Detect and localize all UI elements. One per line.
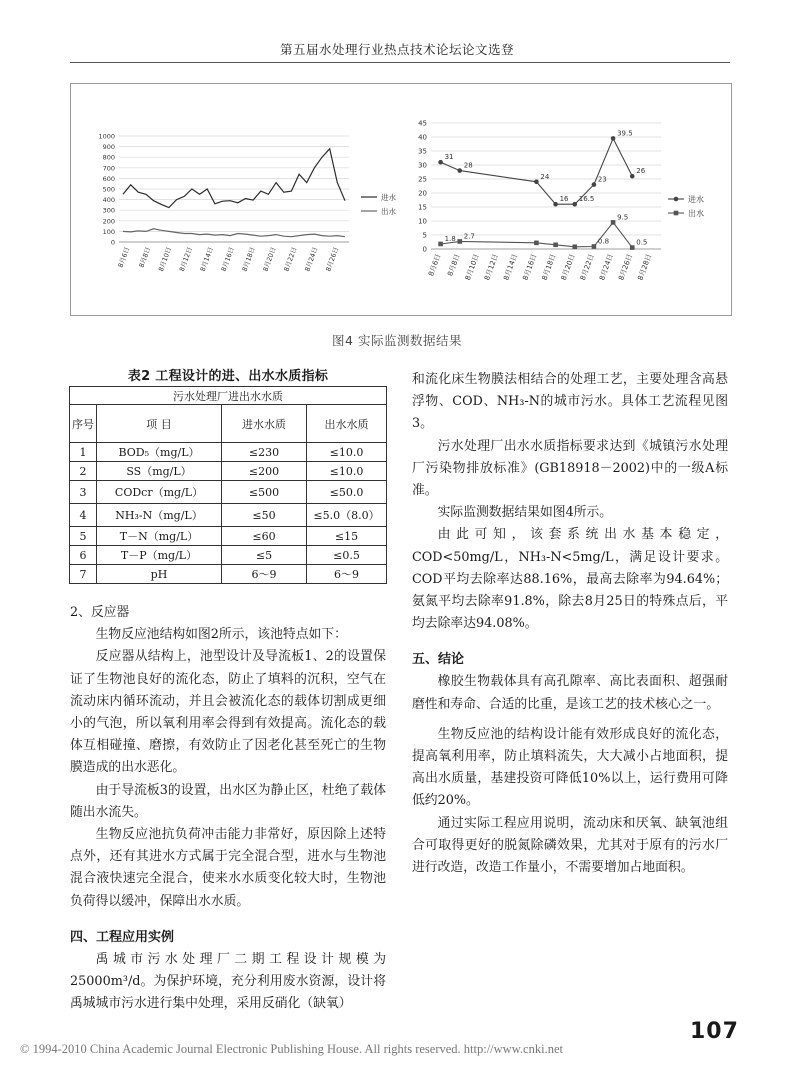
cell-no: 3 [70, 481, 97, 504]
cell-out: ≤5.0（8.0） [307, 504, 387, 527]
paragraph: 由此可知，该套系统出水基本稳定，COD<50mg/L，NH₃-N<5mg/L，满足设计要求。COD平均去除率达88.16%，最高去除率为94.64%；氨氮平均去除率91.8%，除去8月25日的特殊点后，平均去除率达94.08%。 [412, 527, 728, 632]
data-point [611, 220, 616, 225]
data-label: 23 [597, 175, 607, 184]
x-tick-label: 8月24日 [303, 245, 320, 273]
cell-out: 6～9 [307, 565, 387, 584]
data-point [534, 241, 539, 246]
x-tick-label: 8月8日 [137, 245, 153, 269]
table-group-header: 污水处理厂进出水水质 [70, 387, 387, 405]
x-tick-label: 8月22日 [578, 252, 596, 282]
table-row [70, 546, 387, 565]
data-label: 16.5 [578, 195, 595, 204]
data-label: 31 [444, 153, 454, 162]
section-heading-5: 五、结论 [412, 652, 465, 668]
paragraph: 禹城市污水处理厂二期工程设计规模为25000m³/d。为保护环境，充分利用废水资源，设计将禹城城市污水进行集中处理，采用反硝化（缺氧） [70, 951, 386, 1012]
y-tick-label: 20 [418, 189, 427, 198]
y-tick-label: 700 [102, 164, 115, 173]
y-tick-label: 25 [418, 175, 427, 184]
x-tick-label: 8月24日 [598, 252, 615, 282]
data-point [457, 239, 462, 244]
cell-in: ≤50 [222, 504, 307, 527]
paragraph: 橡胶生物载体具有高孔隙率、高比表面积、超强耐磨性和寿命、合适的比重，是该工艺的技术核心之一。 [412, 674, 728, 712]
x-tick-label: 8月28日 [636, 252, 654, 282]
data-label: 1.8 [444, 234, 456, 243]
y-tick-label: 500 [102, 185, 115, 194]
data-point [438, 160, 443, 165]
cell-in: ≤5 [222, 546, 307, 565]
data-point [553, 243, 558, 248]
x-tick-label: 8月10日 [463, 252, 481, 282]
paragraph: 和流化床生物膜法相结合的处理工艺，主要处理含高悬浮物、COD、NH₃-N的城市污水。具体工艺流程见图3。 [412, 372, 728, 432]
x-tick-label: 8月16日 [219, 245, 236, 273]
copyright-footer: © 1994-2010 China Academic Journal Electronic Publishing House. All rights reserved. http://www.cnki.net [20, 1042, 563, 1056]
x-tick-label: 8月26日 [617, 252, 635, 282]
y-tick-label: 0 [422, 245, 427, 254]
page-number: 107 [690, 1019, 739, 1044]
cell-item: T－N（mg/L） [97, 527, 222, 546]
water-quality-table [69, 386, 387, 584]
paragraph: 实际监测数据结果如图4所示。 [437, 505, 613, 521]
cell-item: NH₃-N（mg/L） [97, 504, 222, 527]
table-caption: 表2 工程设计的进、出水水质指标 [127, 369, 329, 384]
table-row [70, 527, 387, 546]
data-point [630, 174, 635, 179]
x-tick-label: 8月14日 [198, 245, 215, 273]
figure-4 [70, 83, 732, 316]
legend-label: 进水 [688, 195, 704, 204]
data-label: 0.8 [597, 237, 610, 246]
cell-out: ≤0.5 [307, 546, 387, 565]
x-tick-label: 8月22日 [282, 245, 299, 273]
cell-item: pH [97, 565, 222, 584]
x-tick-label: 8月6日 [116, 245, 132, 269]
section-heading-4: 四、工程应用实例 [70, 929, 175, 945]
table-row [70, 443, 387, 462]
data-point [438, 242, 443, 247]
left-column [70, 602, 386, 1015]
paragraph: 由于导流板3的设置，出水区为静止区，杜绝了载体随出水流失。 [70, 782, 386, 820]
x-tick-label: 8月18日 [240, 245, 257, 273]
data-label: 28 [463, 161, 473, 170]
data-label: 24 [540, 172, 550, 181]
data-label: 2.7 [463, 232, 475, 241]
cell-no: 4 [70, 504, 97, 527]
y-tick-label: 900 [102, 143, 115, 152]
y-tick-label: 800 [102, 153, 115, 162]
table-row [70, 504, 387, 527]
cell-no: 1 [70, 443, 97, 462]
x-tick-label: 8月14日 [502, 252, 520, 282]
y-tick-label: 0 [110, 238, 115, 247]
cell-out: ≤15 [307, 527, 387, 546]
series-line-1 [123, 229, 345, 237]
x-tick-label: 8月20日 [559, 252, 577, 282]
legend-label: 出水 [381, 207, 396, 216]
y-tick-label: 15 [418, 203, 427, 212]
table-header-item: 项 目 [97, 405, 222, 443]
paragraph: 反应器从结构上，池型设计及导流板1、2的设置保证了生物池良好的流化态，防止了填料的沉积，空气在流动床内循环流动，并且会被流化态的载体切割成更细小的气泡，所以氧利用率会得到有效提高。流化态的载体互相碰撞、磨擦，有效防止了因老化甚至死亡的生物膜造成的出水恶化。 [70, 649, 386, 776]
table-row [70, 565, 387, 584]
legend-marker [674, 211, 679, 216]
y-tick-label: 1000 [98, 132, 115, 141]
x-tick-label: 8月10日 [156, 245, 174, 273]
table-header-out: 出水水质 [307, 405, 387, 443]
data-point [592, 182, 597, 187]
x-tick-label: 8月26日 [324, 245, 341, 273]
paragraph: 污水处理厂出水水质指标要求达到《城镇污水处理厂污染物排放标准》(GB18918－2002)中的一级A标准。 [412, 438, 728, 499]
data-label: 9.5 [617, 213, 629, 222]
figure-caption: 图4 实际监测数据结果 [332, 333, 462, 348]
y-tick-label: 10 [418, 217, 427, 226]
x-tick-label: 8月8日 [446, 252, 462, 278]
data-point [457, 168, 462, 173]
data-label: 16 [559, 195, 569, 204]
cell-out: ≤10.0 [307, 462, 387, 481]
header-rule [70, 62, 730, 63]
cell-item: BOD₅（mg/L） [97, 443, 222, 462]
y-tick-label: 200 [102, 217, 115, 226]
series-line-0 [441, 138, 633, 204]
y-tick-label: 300 [102, 206, 115, 215]
cell-no: 5 [70, 527, 97, 546]
cell-out: ≤10.0 [307, 443, 387, 462]
cell-no: 2 [70, 462, 97, 481]
data-point [534, 180, 539, 185]
paragraph: 生物反应池的结构设计能有效形成良好的流化态，提高氧利用率，防止填料流失，大大减小占地面积，提高出水质量，基建投资可降低10%以上，运行费用可降低约20%。 [412, 726, 728, 809]
running-header: 第五届水处理行业热点技术论坛论文选登 [279, 42, 514, 57]
data-point [572, 202, 577, 207]
data-point [630, 245, 635, 250]
data-label: 26 [636, 167, 646, 176]
cell-no: 6 [70, 546, 97, 565]
y-tick-label: 400 [102, 196, 115, 205]
legend-label: 进水 [381, 193, 396, 202]
y-tick-label: 30 [418, 161, 427, 170]
y-tick-label: 40 [418, 133, 427, 142]
cell-item: SS（mg/L） [97, 462, 222, 481]
paragraph: 生物反应池结构如图2所示，该池特点如下： [95, 627, 347, 643]
cell-in: ≤230 [222, 443, 307, 462]
cell-out: ≤50.0 [307, 481, 387, 504]
cell-item: T－P（mg/L） [97, 546, 222, 565]
data-label: 39.5 [617, 129, 633, 138]
cell-in: ≤500 [222, 481, 307, 504]
cell-no: 7 [70, 565, 97, 584]
y-tick-label: 100 [102, 227, 115, 236]
data-point [611, 136, 616, 141]
y-tick-label: 600 [102, 174, 115, 183]
cell-item: CODcr（mg/L） [97, 481, 222, 504]
x-tick-label: 8月18日 [540, 252, 558, 282]
x-tick-label: 8月6日 [427, 252, 443, 278]
cell-in: ≤60 [222, 527, 307, 546]
x-tick-label: 8月20日 [261, 245, 278, 273]
legend-marker [674, 197, 679, 202]
table-header-no: 序号 [70, 405, 97, 443]
cell-in: 6～9 [222, 565, 307, 584]
data-label: 0.5 [636, 238, 648, 247]
legend-label: 出水 [688, 209, 704, 218]
y-tick-label: 35 [418, 147, 427, 156]
subheading-reactor: 2、反应器 [70, 605, 130, 620]
paragraph: 通过实际工程应用说明，流动床和厌氧、缺氧池组合可取得更好的脱氮除磷效果，尤其对于原有的污水厂进行改造，改造工作量小，不需要增加占地面积。 [412, 815, 728, 876]
table-row [70, 481, 387, 504]
y-tick-label: 45 [418, 119, 427, 128]
x-tick-label: 8月12日 [177, 245, 195, 273]
right-column [412, 369, 728, 879]
table-row [70, 462, 387, 481]
table-header-in: 进水水质 [222, 405, 307, 443]
data-point [553, 202, 558, 207]
paragraph: 生物反应池抗负荷冲击能力非常好，原因除上述特点外，还有其进水方式属于完全混合型，进水与生物池混合液快速完全混合，使来水水质变化较大时，生物池负荷得以缓冲，保障出水水质。 [70, 827, 386, 909]
nh3n-chart [401, 84, 731, 315]
x-tick-label: 8月12日 [483, 252, 500, 282]
y-tick-label: 5 [422, 231, 427, 240]
cell-in: ≤200 [222, 462, 307, 481]
data-point [592, 244, 597, 249]
cod-chart [71, 84, 401, 315]
data-point [572, 244, 577, 249]
x-tick-label: 8月16日 [521, 252, 539, 282]
